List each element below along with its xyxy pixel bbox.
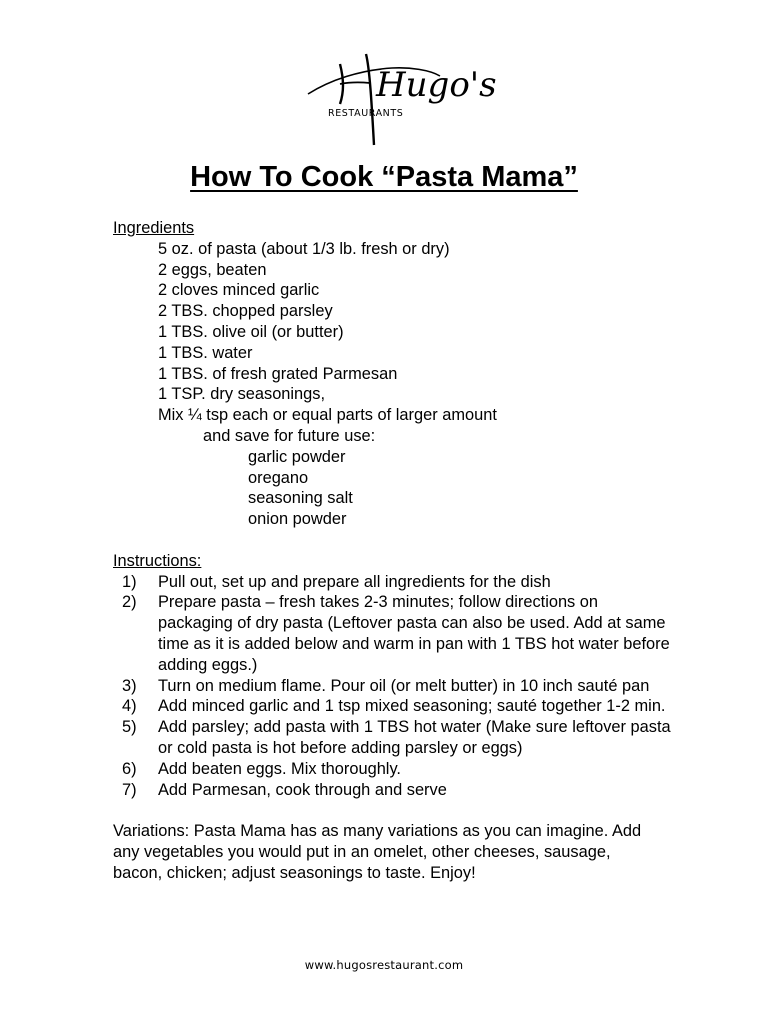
step-number: 7) [122, 780, 137, 799]
step-text: Prepare pasta – fresh takes 2-3 minutes; follow directions on packaging of dry pasta (Leftover pasta can also be used. Add at same time as it is added below and warm in pan with 1 TBS hot water before adding eggs.) [158, 593, 670, 674]
ingredient-item: 1 TBS. water [158, 343, 253, 362]
instructions-list [113, 572, 673, 801]
mix-instruction-line: Mix ¼ tsp each or equal parts of larger amount [158, 406, 497, 425]
ingredients-heading: Ingredients [113, 219, 195, 237]
step-number: 4) [122, 697, 137, 716]
page-title-text: How To Cook “Pasta Mama” [190, 161, 578, 193]
footer-website: www.hugosrestaurant.com [304, 958, 464, 972]
ingredient-item: 5 oz. of pasta (about 1/3 lb. fresh or dry) [158, 239, 450, 258]
mix-instruction-line: and save for future use: [203, 426, 376, 445]
instruction-step [113, 759, 673, 780]
variations-paragraph: Variations: Pasta Mama has as many variations as you can imagine. Add any vegetables you would put in an omelet, other cheeses, sausage, bacon, chicken; adjust seasonings to taste. Enjoy! [113, 822, 642, 882]
step-number: 5) [122, 718, 137, 737]
section-gap [113, 800, 673, 821]
instruction-step [113, 696, 673, 717]
section-gap [113, 530, 673, 551]
step-text: Add minced garlic and 1 tsp mixed seasoning; sauté together 1-2 min. [158, 697, 666, 716]
ingredient-item: 2 TBS. chopped parsley [158, 302, 333, 321]
page-title [0, 160, 768, 194]
step-number: 2) [122, 593, 137, 612]
ingredient-item: 1 TSP. dry seasonings, [158, 385, 326, 404]
step-text: Turn on medium flame. Pour oil (or melt butter) in 10 inch sauté pan [158, 676, 650, 695]
step-text: Pull out, set up and prepare all ingredients for the dish [158, 572, 551, 591]
seasoning-item: onion powder [248, 510, 347, 529]
logo-brand-text: Hugo's [376, 65, 497, 105]
ingredient-item: 2 cloves minced garlic [158, 281, 320, 300]
step-text: Add parsley; add pasta with 1 TBS hot water (Make sure leftover pasta or cold pasta is hot before adding parsley or eggs) [158, 718, 671, 757]
hugos-logo [300, 50, 497, 150]
instruction-step [113, 572, 673, 593]
seasoning-item: oregano [248, 468, 309, 487]
seasoning-item: garlic powder [248, 447, 346, 466]
logo-subtitle-text: RESTAURANTS [328, 108, 404, 119]
step-number: 6) [122, 759, 137, 778]
instructions-heading: Instructions: [113, 551, 202, 570]
seasoning-item: seasoning salt [248, 489, 353, 508]
ingredient-item: 1 TBS. olive oil (or butter) [158, 322, 344, 341]
step-number: 3) [122, 676, 137, 695]
instruction-step [113, 676, 673, 697]
instruction-step [113, 717, 673, 759]
recipe-content [113, 218, 673, 884]
step-text: Add Parmesan, cook through and serve [158, 780, 447, 799]
step-text: Add beaten eggs. Mix thoroughly. [158, 759, 401, 778]
ingredient-item: 2 eggs, beaten [158, 260, 267, 279]
instruction-step [113, 592, 673, 675]
instruction-step [113, 780, 673, 801]
step-number: 1) [122, 572, 137, 591]
ingredient-item: 1 TBS. of fresh grated Parmesan [158, 364, 398, 383]
hugos-logo-graphic [300, 50, 497, 150]
